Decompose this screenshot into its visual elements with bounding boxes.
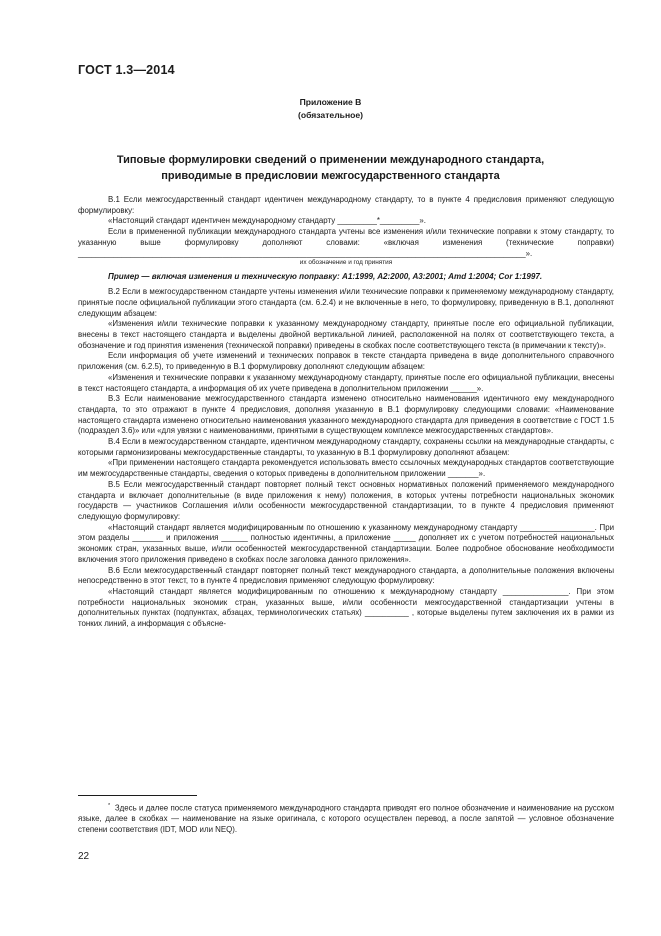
paragraph-b2: В.2 Если в межгосударственном стандарте учтены изменения и/или технические поправки к применяемому международному стандарту, принятые после официальной публикации этого стандарта (см. 6.2.4) и не включенные в него, то формулировку, приведенную в В.1, дополняют следующим абзацем: [78,287,614,318]
paragraph-b3: В.3 Если наименование межгосударственного стандарта изменено относительно наименования идентичного ему международного стандарта, то это отражают в пункте 4 предисловия, дополняя указанную в В.1 формулировку следующими словами: «Наименование настоящего стандарта изменено относительно наименования указанного международного стандарта для приведения в соответствие с ГОСТ 1.5 (подраздел 3.6)» или «для увязки с наименованиями, принятыми в существующем комплексе межгосударственных стандартов». [78,394,614,436]
paragraph-b1: В.1 Если межгосударственный стандарт идентичен международному стандарту, то в пункте 4 предисловия применяют следующую формулировку: [78,195,614,215]
paragraph-b4-quote: «При применении настоящего стандарта рекомендуется использовать вместо ссылочных международных стандартов соответствующие им межгосударственные стандарты, сведения о которых приведены в дополнительном приложении _______». [78,458,614,479]
paragraph-b2-quote: «Изменения и/или технические поправки к указанному международному стандарту, принятые после его официальной публикации, внесены в текст настоящего стандарта и выделены двойной вертикальной линией, расположенной на полях от соответствующего текста, а обозначение и год принятия изменения (технической поправки) приведены в скобках после соответствующего текста (в примечании к тексту)». [78,319,614,350]
example-text: Пример — включая изменения и техническую поправку: A1:1999, A2:2000, A3:2001; Amd 1:2004; Cor 1:1997. [108,272,543,282]
appendix-heading [0,96,661,122]
footnote-marker: * [108,803,111,809]
paragraph-b6-quote: «Настоящий стандарт является модифицированным по отношению к международному стандарту _______________. При этом потребности национальных экономик стран, указанных выше, и/или особенности межгосударственной стандартизации учтены в дополнительных пунктах (подпунктах, абзацах, терминологических статьях) __________ , которые выделены путем заключения их в рамки из тонких линий, а информация с объясне- [78,586,614,629]
standard-header: ГОСТ 1.3—2014 [78,63,175,77]
appendix-label: Приложение В [299,97,362,107]
blank-caption: их обозначение и год принятия [299,259,393,267]
paragraph-b5: В.5 Если межгосударственный стандарт повторяет полный текст основных нормативных положений применяемого международного стандарта и включает дополнительные (в виде приложения к нему) положения, в которых учтены потребности национальных экономик государств — участников Соглашения и/или особенности межгосударственной стандартизации, то в пункте 4 предисловия применяют следующую формулировку: [78,479,614,521]
appendix-title [90,153,571,184]
paragraph-b2-info: Если информация об учете изменений и технических поправок в тексте стандарта приведена в виде дополнительного справочного приложения (см. 6.2.5), то приведенную в В.1 формулировку дополняют следующим абзацем: [78,351,614,372]
footnote [78,801,614,836]
paragraph-b4: В.4 Если в межгосударственном стандарте, идентичном международному стандарту, сохранены ссылки на международные стандарты, с которыми гармонизированы межгосударственные стандарты, то указанную в В.1 формулировку дополняют абзацем: [78,437,614,457]
page-number: 22 [78,851,90,862]
appendix-status: (обязательное) [297,110,364,120]
paragraph-b2-quote2: «Изменения и технические поправки к указанному международному стандарту, принятые после его официальной публикации, внесены в текст настоящего стандарта, а информация об их учете приведена в дополнительном приложении ______». [78,372,614,393]
paragraph-b1-cont: Если в примененной публикации международного стандарта учтены все изменения и/или технические поправки к этому стандарту, то указанную выше формулировку дополняют словами: «включая изменения (технические поправки) ______________________________________________________________________________________________________». [78,227,614,258]
footnote-divider [78,795,197,796]
body-text [78,195,614,630]
paragraph-b1-quote: «Настоящий стандарт идентичен международному стандарту _________*_________». [108,216,426,226]
paragraph-b5-quote: «Настоящий стандарт является модифицированным по отношению к указанному международному стандарту _________________. При этом разделы _______ и приложения ______ полностью идентичны, а приложение _____ дополняет их с учетом потребностей национальных экономик стран, указанных выше, и/или особенностей межгосударственной стандартизации. Более подробное обоснование необходимости включения этого приложения приведено в скобках после заголовка данного приложения». [78,522,614,564]
title-line-2: приводимые в предисловии межгосударственного стандарта [161,169,500,182]
title-line-1: Типовые формулировки сведений о применении международного стандарта, [116,154,545,166]
paragraph-b6: В.6 Если межгосударственный стандарт повторяет полный текст международного стандарта, а дополнительные положения включены непосредственно в этот текст, то в пункте 4 предисловия применяют следующую формулировку: [78,565,614,586]
footnote-text: Здесь и далее после статуса применяемого международного стандарта приводят его полное обозначение и наименование на русском языке, далее в скобках — наименование на языке оригинала, с которого осуществлен перевод, а после запятой — условное обозначение степени соответствия (IDT, MOD или NEQ). [78,803,614,835]
